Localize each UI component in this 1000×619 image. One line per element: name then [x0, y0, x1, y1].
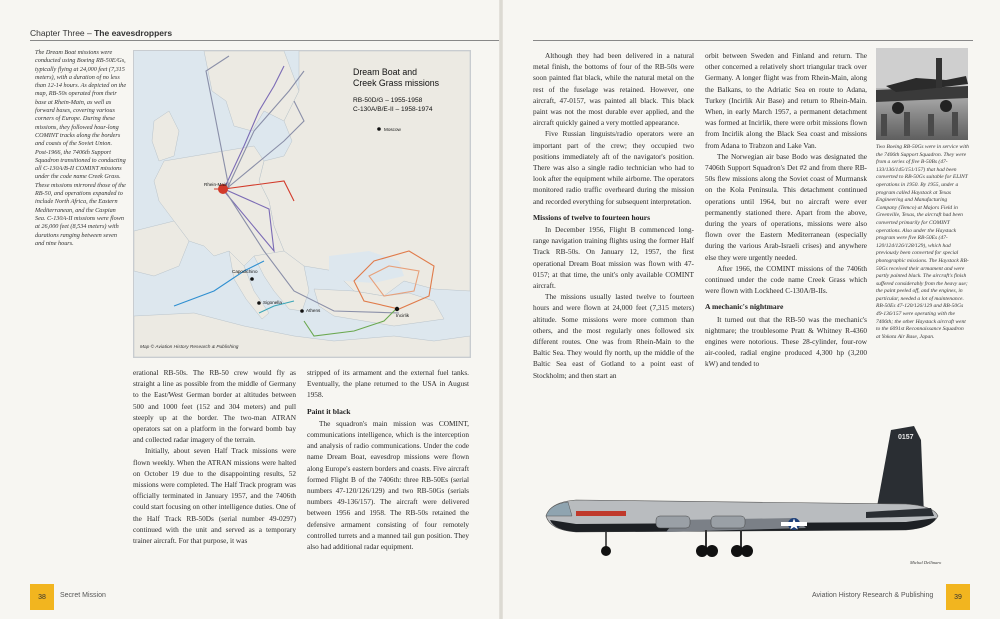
map-title-line2: Creek Grass missions	[353, 78, 440, 88]
photo-aircraft-silhouette	[876, 48, 968, 140]
chapter-label: Chapter Three	[30, 28, 85, 38]
artist-credit: Michal Dellinaro	[910, 560, 942, 565]
text-column-4	[705, 50, 867, 370]
col4-p3: After 1966, the COMINT missions of the 7406th continued under the code name Creek Grass which were flown with Lockheed C-130A/B-IIs.	[705, 263, 867, 296]
col4-p2: The Norwegian air base Bodo was designated the 7406th Support Squadron's Det #2 and from there RB-50s flew missions along the Soviet coast of Murmansk on the Kola Peninsula. This detachment continued operations until 1964, but no aircraft were ever permanently stationed there. Apart from the above, during the years of operations, missions were also flown over the Eastern Mediterranean (especially during the various Arab-Israeli crises) and anywhere else they were urgently needed.	[705, 151, 867, 262]
col1-p2: Initially, about seven Half Track missions were flown weekly. When the ATRAN missions were halted on October 19 due to the disappointing results, 52 missions were completed. The Half Track program was officially terminated in January 1957, and the 7406th could start focusing on other intelligence duties. One of the Half Track RB-50Ds (serial number 49-0297) continued with the unit and served as a temporary trainer aircraft. For that purpose, it was	[133, 446, 296, 546]
heading-mechanics-nightmare: A mechanic's nightmare	[705, 302, 784, 312]
col4-p4: It turned out that the RB-50 was the mechanic's nightmare; the troublesome Pratt & Whitney R-4360 engines were notorious. These 28-cylinder, four-row air-cooled, radial engine produced 4,300 hp (3,200 kW) and tended to	[705, 314, 867, 369]
col3-p3: In December 1956, Flight B commenced long-range navigation training flights using the former Half Track RB-50s. On January 12, 1957, the first operational Dream Boat mission was flown with 47-0157; at that time, the unit's only available COMINT aircraft.	[533, 225, 694, 291]
map-subtitle-rb50: RB-50D/G – 1955-1958	[353, 97, 423, 104]
engine-1	[656, 516, 690, 528]
rb50-profile-graphic	[536, 420, 951, 570]
photo-caption-text: Two Boeing RB-50Gs were in service with the 7406th Support Squadron. They were from a series of five B-50Bs (47-133/136/145/151/157) that had been converted to RB-50Gs suitable for ELINT operations in 1950. By 1955, under a program called Haystack at Texas Engineering and Manufacturing Company (Temco) at Majors Field in Greenville, Texas, the aircraft had been converted primarily for COMINT operations. Also under the Haystack program were five RB-50Es (47-120/124/126/128/129), which had previously been converted for special photographic missions. The Haystack RB-50Gs received their armament and were partly painted black. The aircraft's finish suffered considerably from the heavy use; the paint peeled off, and the engines, in particular, needed a lot of maintenance. RB-50Es 47-120/126/129 and RB-50Gs 49-136/157 were operating with the 7406th; the other Haystack aircraft went to the 6091st Reconnaissance Squadron at Yokota Air Base, Japan.	[876, 144, 969, 340]
col3-p2: Five Russian linguists/radio operators were an important part of the crew; they occupied two positions immediately aft of the navigator's position. There was also a single radio technician who had to look after the equipment while airborne. The operators monitored radio traffic overheard during the mission and recorded everything for subsequent interpretation.	[533, 129, 694, 206]
book-gutter	[499, 0, 503, 619]
label-rhein-main: Rhein-Main	[204, 182, 228, 187]
header-rule-right	[533, 40, 973, 41]
city-dot-incirlik	[395, 307, 399, 311]
city-dot-capodichino	[250, 277, 254, 281]
footer-right-title: Aviation History Research & Publishing	[812, 592, 934, 599]
label-capodichino: Capodichino	[232, 269, 258, 274]
land-britain	[152, 111, 179, 161]
city-dot-moscow	[377, 127, 381, 131]
label-incirlik: Incirlik	[396, 313, 410, 318]
engine-2	[711, 516, 745, 528]
map-caption-p1: The Dream Boat missions were conducted using Boeing RB-50E/Gs, typically flying at 24,000 feet (7,315 meters), with a duration of no less than 12-14 hours. As depicted on the map, RB-50s operated from their base at Rhein-Main, as well as forward bases, covering various corners of Europe. During these missions, they followed hour-long COMINT tracks along the borders and coasts of the Soviet Union.	[35, 49, 127, 148]
photo-caption	[876, 144, 969, 341]
map-caption-p2: Post-1966, the 7406th Support Squadron transitioned to conducting all C-130A/B-II COMINT missions under the code name Creek Grass. These missions mirrored those of the RB-50, and operations expanded to include North Africa, the Eastern Mediterranean, and the Caspian Sea. C-130A-II missions were flown at 26,000 feet (8,534 meters) with durations ranging between seven and nine hours.	[35, 148, 126, 247]
col2-p2: The squadron's main mission was COMINT, communications intelligence, which is the interception and analysis of radio communications. Under the code name Dream Boat, eavesdrop missions were flown along Europe's eastern borders and coasts. Five aircraft formed Flight B of the 7406th: three RB-50Es (serial numbers 47-120/126/129) and two RB-50Gs (serials numbers 49-136/157). The aircraft were delivered between 1956 and 1958. The RB-50s retained the defensive armament consisting of four remotely controlled turrets and a manned tail gun position. They also had additional radar equipment.	[307, 418, 469, 552]
text-column-1	[133, 367, 296, 546]
historic-photo	[876, 48, 968, 140]
page-number-left: 38	[30, 584, 54, 610]
col2-p1: stripped of its armament and the external fuel tanks. Eventually, the plane returned to the USA in August 1958.	[307, 368, 469, 400]
running-header	[30, 28, 172, 38]
col3-p1: Although they had been delivered in a natural metal finish, the bottoms of four of the RB-50s were soon painted flat black, while the natural metal on the rest of the fuselage was retained. However, one aircraft, 47-0157, was painted all black. This black paint was not the most durable ever applied, and the aircraft quickly gained a very mottled appearance.	[533, 51, 694, 128]
chapter-title: The eavesdroppers	[94, 28, 173, 38]
header-rule-left	[30, 40, 500, 41]
map-subtitle-c130: C-130A/B/E-II – 1958-1974	[353, 105, 433, 113]
city-dot-athens	[300, 309, 304, 313]
col1-p1: erational RB-50s. The RB-50 crew would fly as straight a line as possible from the middle of Germany to the East/West German border at altitudes between 500 and 1000 feet (152 and 304 meters) and pull steeply up at the border. The two-man ATRAN operators sat on a platform in the forward bomb bay and collected radar imagery of the terrain.	[133, 368, 296, 445]
map-title-line1: Dream Boat and	[353, 67, 418, 77]
label-moscow: Moscow	[384, 127, 401, 132]
tail-code: 0157	[898, 434, 914, 441]
col3-p4: The missions usually lasted twelve to fourteen hours and were flown at 24,000 feet (7,315 meters) altitude. Some missions were more common than others, and the most regularly ones followed six different routes. One was from Rhein-Main to the Baltic Sea. They would fly north, up the middle of the Baltic Sea east of Gotland to a point east of Stockholm; and then start an	[533, 292, 694, 380]
mission-map	[133, 50, 471, 358]
label-athens: Athens	[306, 308, 321, 313]
footer-left-title: Secret Mission	[60, 592, 106, 599]
text-column-3	[533, 50, 694, 381]
map-credit: Map © Aviation History Research & Publishing	[140, 345, 239, 350]
heading-missions: Missions of twelve to fourteen hours	[533, 212, 651, 222]
map-title	[353, 67, 439, 89]
col4-p1: orbit between Sweden and Finland and return. The other concerned a relatively short triangular track over Germany. A longer flight was from Rhein-Main, along the Balkans, to the Adriatic Sea en route to Adana, Turkey (Incirlik Air Base) and return to Rhein-Main. When, in early March 1957, a permanent detachment was formed at Incirlik, there were orbit missions flown from Incirlik along the Black Sea coast and missions from Adana to Trabzon and Lake Van.	[705, 51, 867, 150]
label-sigonella: Sigonella	[263, 300, 282, 305]
heading-paint-it-black: Paint it black	[307, 406, 351, 416]
map-caption	[35, 49, 127, 248]
text-column-2	[307, 367, 469, 552]
map-subtitle	[353, 97, 433, 114]
header-separator: –	[84, 28, 95, 38]
aircraft-profile	[536, 420, 951, 570]
red-marking	[576, 511, 626, 516]
page-number-right: 39	[946, 584, 970, 610]
city-dot-sigonella	[257, 301, 261, 305]
